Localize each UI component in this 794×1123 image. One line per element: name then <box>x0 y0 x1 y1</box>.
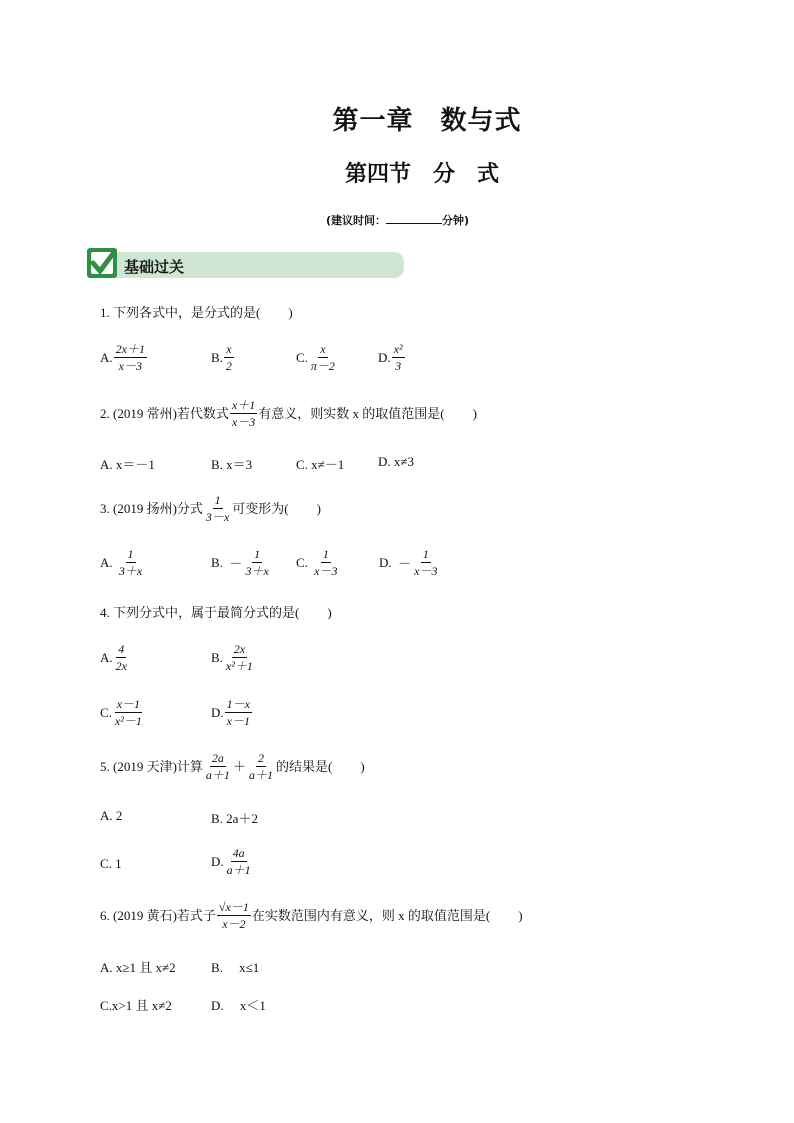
numerator: x <box>320 342 326 356</box>
option-letter: B. <box>211 649 223 665</box>
numerator: x＋1 <box>231 398 256 412</box>
numerator: x－1 <box>116 697 141 711</box>
fraction <box>224 342 234 373</box>
q4-option-d[interactable] <box>211 697 253 728</box>
fraction <box>117 547 144 578</box>
q2-option-d[interactable]: D. x≠3 <box>378 454 415 469</box>
numerator: 1－x <box>226 697 250 711</box>
denominator: 2 <box>225 359 232 373</box>
denominator: x－3 <box>314 564 338 578</box>
q5-option-c[interactable]: C. 1 <box>100 856 122 871</box>
fraction <box>412 547 439 578</box>
fraction <box>217 900 251 931</box>
numerator: 1 <box>322 547 329 561</box>
question-text: 3. (2019 扬州)分式 <box>100 500 203 516</box>
question-5 <box>100 751 365 782</box>
numerator: x² <box>393 342 403 356</box>
option-letter: B. <box>211 349 223 365</box>
option-letter: D. <box>211 704 224 720</box>
fraction <box>225 846 253 877</box>
sign: － <box>229 556 243 571</box>
fraction <box>113 697 144 728</box>
option-letter: C. <box>100 704 112 720</box>
question-6 <box>100 900 523 931</box>
numerator: 1 <box>127 547 134 561</box>
q1-option-b[interactable] <box>211 342 235 373</box>
chapter-title: 第一章 数与式 <box>332 106 522 136</box>
denominator: a＋1 <box>205 768 230 782</box>
denominator: x²－1 <box>114 714 142 728</box>
suggested-time <box>326 212 469 228</box>
option-letter: D. <box>378 349 391 365</box>
q1-option-a[interactable] <box>100 342 148 373</box>
fraction <box>204 751 232 782</box>
option-letter: A. <box>100 649 113 665</box>
close-paren: ) <box>316 500 321 516</box>
denominator: x－3 <box>414 564 438 578</box>
close-paren: ) <box>327 605 332 620</box>
q6-option-d[interactable]: D. x＜1 <box>211 998 266 1013</box>
denominator: a＋1 <box>248 768 273 782</box>
denominator: x－1 <box>226 714 250 728</box>
q5-option-b[interactable]: B. 2a＋2 <box>211 811 258 826</box>
close-paren: ) <box>518 907 523 923</box>
question-text-tail: 在实数范围内有意义，则 x 的取值范围是( <box>251 907 491 923</box>
q3-option-a[interactable] <box>100 547 145 578</box>
q5-option-d[interactable] <box>211 846 254 877</box>
q2-option-c[interactable]: C. x≠－1 <box>296 457 345 472</box>
option-letter: A. <box>100 349 113 365</box>
numerator: 2 <box>257 751 264 765</box>
time-suffix: 分钟) <box>442 214 470 227</box>
numerator: x <box>226 342 232 356</box>
denominator: a＋1 <box>226 863 251 877</box>
option-letter: C. <box>296 349 308 365</box>
banner-label: 基础过关 <box>124 258 185 276</box>
fraction <box>114 342 147 373</box>
fraction <box>392 342 405 373</box>
numerator: 2x＋1 <box>115 342 145 356</box>
denominator: 2x <box>115 659 127 673</box>
question-text: 2. (2019 常州)若代数式 <box>100 405 229 421</box>
fraction <box>247 751 275 782</box>
question-text: 6. (2019 黄石)若式子 <box>100 907 216 923</box>
fraction <box>114 642 129 673</box>
numerator: 1 <box>254 547 261 561</box>
denominator: π－2 <box>310 359 335 373</box>
question-1 <box>100 304 293 322</box>
close-paren: ) <box>360 758 365 774</box>
question-text: 4. 下列分式中，属于最简分式的是( <box>100 605 300 620</box>
numerator: 4 <box>118 642 125 656</box>
question-text-tail: 有意义，则实数 x 的取值范围是( <box>258 405 445 421</box>
question-4 <box>100 604 332 622</box>
q4-option-c[interactable] <box>100 697 145 728</box>
close-paren: ) <box>472 405 477 421</box>
q1-option-c[interactable] <box>296 342 338 373</box>
fraction <box>309 342 337 373</box>
option-letter: B. <box>211 554 223 570</box>
numerator: √x－1 <box>218 900 249 914</box>
sign: － <box>398 556 412 571</box>
q6-option-b[interactable]: B. x≤1 <box>211 960 260 975</box>
plus-sign: ＋ <box>232 758 246 774</box>
denominator: 3＋x <box>118 564 143 578</box>
question-text: 1. 下列各式中，是分式的是( <box>100 305 261 320</box>
numerator: 1 <box>214 493 221 507</box>
numerator: 2x <box>233 642 246 656</box>
option-letter: D. <box>379 554 392 570</box>
option-letter: D. <box>211 853 224 869</box>
q6-option-c[interactable]: C.x>1 且 x≠2 <box>100 998 172 1013</box>
question-text-tail: 可变形为( <box>232 500 289 516</box>
q4-option-b[interactable] <box>211 642 256 673</box>
q3-option-c[interactable] <box>296 547 341 578</box>
q2-option-b[interactable]: B. x＝3 <box>211 457 253 472</box>
fraction <box>204 493 231 524</box>
q6-option-a[interactable]: A. x≥1 且 x≠2 <box>100 960 176 975</box>
denominator: x－2 <box>222 917 246 931</box>
denominator: 3－x <box>205 510 230 524</box>
q2-option-a[interactable]: A. x＝－1 <box>100 457 155 472</box>
question-2 <box>100 398 477 429</box>
question-3 <box>100 493 321 524</box>
numerator: 4a <box>232 846 245 860</box>
denominator: 3 <box>395 359 402 373</box>
checkmark-icon <box>87 248 117 278</box>
check-box-icon <box>87 248 117 278</box>
question-text-tail: 的结果是( <box>275 758 333 774</box>
q4-option-a[interactable] <box>100 642 130 673</box>
time-blank[interactable] <box>386 213 442 224</box>
numerator: 1 <box>422 547 429 561</box>
close-paren: ) <box>288 305 293 320</box>
fraction <box>225 697 252 728</box>
q3-option-b[interactable] <box>211 547 272 578</box>
denominator: x－3 <box>118 359 142 373</box>
denominator: 3＋x <box>245 564 269 578</box>
fraction <box>230 398 257 429</box>
option-letter: A. <box>100 554 113 570</box>
fraction <box>312 547 339 578</box>
numerator: 2a <box>211 751 224 765</box>
fraction <box>243 547 270 578</box>
section-title: 第四节 分 式 <box>344 162 499 187</box>
time-prefix: (建议时间： <box>326 214 387 227</box>
q3-option-d[interactable] <box>379 547 440 578</box>
question-text: 5. (2019 天津)计算 <box>100 758 203 774</box>
q5-option-a[interactable]: A. 2 <box>100 808 123 823</box>
fraction <box>224 642 255 673</box>
denominator: x－3 <box>231 415 256 429</box>
q1-option-d[interactable] <box>378 342 406 373</box>
option-letter: C. <box>296 554 308 570</box>
denominator: x²＋1 <box>225 659 253 673</box>
